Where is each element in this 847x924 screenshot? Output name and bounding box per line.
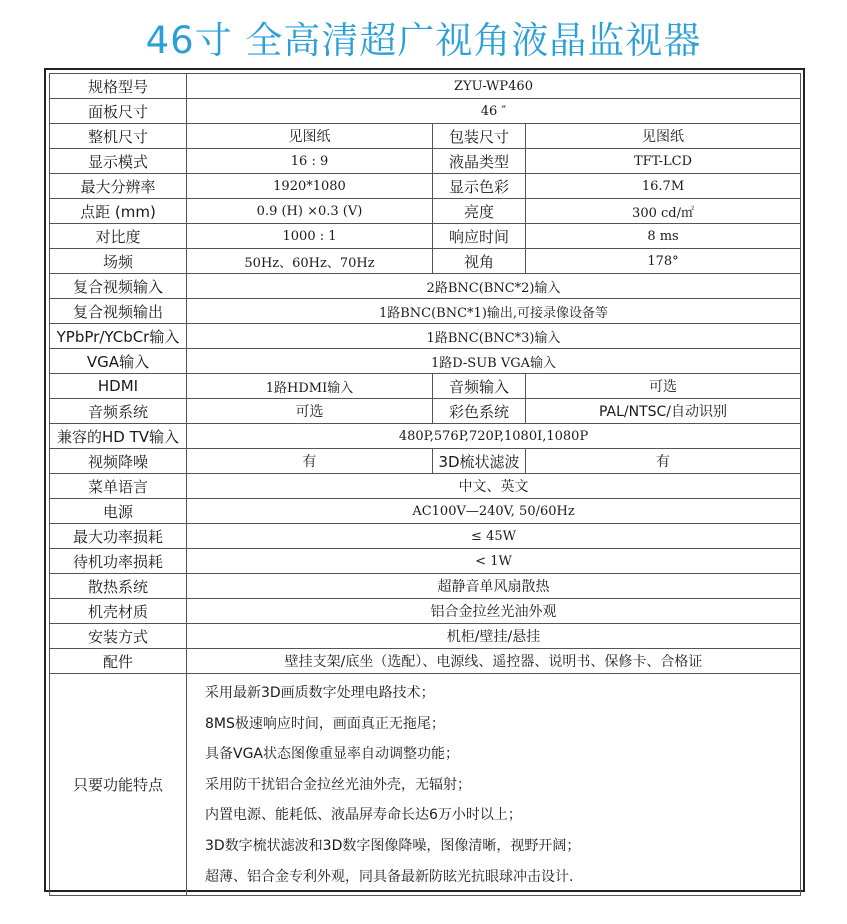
spec-row-case bbox=[50, 599, 801, 624]
spec-label: 最大分辨率 bbox=[50, 174, 187, 199]
spec-label: 3D梳状滤波 bbox=[433, 449, 526, 474]
spec-label: 彩色系统 bbox=[433, 399, 526, 424]
spec-row-pitch bbox=[50, 199, 801, 224]
feature-item: 具备VGA状态图像重显率自动调整功能； bbox=[205, 746, 460, 763]
spec-row-acc bbox=[50, 649, 801, 674]
feature-item: 采用防干扰铝合金拉丝光油外壳，无辐射； bbox=[205, 776, 471, 793]
spec-value: 有 bbox=[187, 449, 433, 474]
spec-row-model bbox=[50, 74, 801, 99]
spec-label: 兼容的HD TV输入 bbox=[50, 424, 187, 449]
spec-value: 见图纸 bbox=[526, 124, 801, 149]
spec-value: ≤ 45W bbox=[187, 524, 801, 549]
spec-value: PAL/NTSC/自动识别 bbox=[526, 399, 801, 424]
spec-label: 安装方式 bbox=[50, 624, 187, 649]
spec-value: 16 : 9 bbox=[187, 149, 433, 174]
spec-row-maxpower bbox=[50, 524, 801, 549]
spec-value: 铝合金拉丝光油外观 bbox=[187, 599, 801, 624]
spec-value: 0.9 (H) ×0.3 (V) bbox=[187, 199, 433, 224]
spec-value: 1920*1080 bbox=[187, 174, 433, 199]
spec-value: 2路BNC(BNC*2)输入 bbox=[187, 274, 801, 299]
spec-value: AC100V—240V, 50/60Hz bbox=[187, 499, 801, 524]
spec-value: 超静音单风扇散热 bbox=[187, 574, 801, 599]
spec-row-standby bbox=[50, 549, 801, 574]
spec-row-hdtv bbox=[50, 424, 801, 449]
spec-label: 音频输入 bbox=[433, 374, 526, 399]
spec-value: 1000 : 1 bbox=[187, 224, 433, 249]
spec-row-resolution bbox=[50, 174, 801, 199]
spec-label: 机壳材质 bbox=[50, 599, 187, 624]
spec-label: 包装尺寸 bbox=[433, 124, 526, 149]
spec-row-contrast bbox=[50, 224, 801, 249]
spec-row-audio bbox=[50, 399, 801, 424]
spec-value: 50Hz、60Hz、70Hz bbox=[187, 249, 433, 274]
spec-value: 300 cd/㎡ bbox=[526, 199, 801, 224]
spec-label: 整机尺寸 bbox=[50, 124, 187, 149]
spec-label: 复合视频输入 bbox=[50, 274, 187, 299]
spec-label: 场频 bbox=[50, 249, 187, 274]
spec-label: 视角 bbox=[433, 249, 526, 274]
spec-label: 规格型号 bbox=[50, 74, 187, 99]
spec-row-vga bbox=[50, 349, 801, 374]
spec-label: HDMI bbox=[50, 374, 187, 399]
spec-value: 1路HDMI输入 bbox=[187, 374, 433, 399]
spec-value: 178° bbox=[526, 249, 801, 274]
spec-label: 菜单语言 bbox=[50, 474, 187, 499]
spec-row-panel bbox=[50, 99, 801, 124]
spec-label: YPbPr/YCbCr输入 bbox=[50, 324, 187, 349]
features-row bbox=[50, 674, 801, 896]
spec-value: 1路BNC(BNC*1)输出,可接录像设备等 bbox=[187, 299, 801, 324]
spec-row-freq bbox=[50, 249, 801, 274]
spec-row-lang bbox=[50, 474, 801, 499]
spec-label: 复合视频输出 bbox=[50, 299, 187, 324]
page-title: 46寸 全高清超广视角液晶监视器 bbox=[145, 19, 702, 62]
spec-label: 最大功率损耗 bbox=[50, 524, 187, 549]
spec-label: 配件 bbox=[50, 649, 187, 674]
spec-label: 显示模式 bbox=[50, 149, 187, 174]
spec-value: 16.7M bbox=[526, 174, 801, 199]
features-list bbox=[187, 674, 801, 896]
spec-row-cooling bbox=[50, 574, 801, 599]
spec-value: 可选 bbox=[187, 399, 433, 424]
spec-value: 中文、英文 bbox=[187, 474, 801, 499]
spec-table-frame bbox=[44, 68, 805, 892]
spec-label: 显示色彩 bbox=[433, 174, 526, 199]
spec-value: 1路D-SUB VGA输入 bbox=[187, 349, 801, 374]
spec-value: 见图纸 bbox=[187, 124, 433, 149]
spec-label: 视频降噪 bbox=[50, 449, 187, 474]
spec-label: 面板尺寸 bbox=[50, 99, 187, 124]
spec-label: 响应时间 bbox=[433, 224, 526, 249]
spec-value: 480P,576P,720P,1080I,1080P bbox=[187, 424, 801, 449]
feature-item: 内置电源、能耗低、液晶屏寿命长达6万小时以上； bbox=[205, 807, 522, 824]
features-label: 只要功能特点 bbox=[50, 674, 187, 896]
spec-value: < 1W bbox=[187, 549, 801, 574]
spec-value: 机柜/壁挂/悬挂 bbox=[187, 624, 801, 649]
spec-value: 有 bbox=[526, 449, 801, 474]
spec-row-power bbox=[50, 499, 801, 524]
spec-value: 46 ″ bbox=[187, 99, 801, 124]
spec-value: 壁挂支架/底坐（选配）、电源线、遥控器、说明书、保修卡、合格证 bbox=[187, 649, 801, 674]
spec-value: TFT-LCD bbox=[526, 149, 801, 174]
feature-item: 超薄、铝合金专利外观，同具备最新防眩光抗眼球冲击设计. bbox=[205, 868, 574, 885]
feature-item: 8MS极速响应时间，画面真正无拖尾； bbox=[205, 715, 445, 732]
spec-table bbox=[49, 73, 801, 896]
spec-label: 音频系统 bbox=[50, 399, 187, 424]
spec-row-display bbox=[50, 149, 801, 174]
spec-row-hdmi bbox=[50, 374, 801, 399]
spec-label: 亮度 bbox=[433, 199, 526, 224]
spec-value: 1路BNC(BNC*3)输入 bbox=[187, 324, 801, 349]
spec-row-cvout bbox=[50, 299, 801, 324]
spec-label: 散热系统 bbox=[50, 574, 187, 599]
spec-row-mount bbox=[50, 624, 801, 649]
spec-label: VGA输入 bbox=[50, 349, 187, 374]
spec-row-size bbox=[50, 124, 801, 149]
spec-row-ypbpr bbox=[50, 324, 801, 349]
spec-value: 可选 bbox=[526, 374, 801, 399]
feature-item: 3D数字梳状滤波和3D数字图像降噪，图像清晰，视野开阔； bbox=[205, 837, 581, 854]
spec-label: 待机功率损耗 bbox=[50, 549, 187, 574]
spec-value: ZYU-WP460 bbox=[187, 74, 801, 99]
spec-row-noise bbox=[50, 449, 801, 474]
spec-label: 对比度 bbox=[50, 224, 187, 249]
spec-label: 电源 bbox=[50, 499, 187, 524]
spec-row-cvin bbox=[50, 274, 801, 299]
spec-label: 液晶类型 bbox=[433, 149, 526, 174]
spec-label: 点距 (mm) bbox=[50, 199, 187, 224]
spec-value: 8 ms bbox=[526, 224, 801, 249]
feature-item: 采用最新3D画质数字处理电路技术； bbox=[205, 685, 435, 701]
